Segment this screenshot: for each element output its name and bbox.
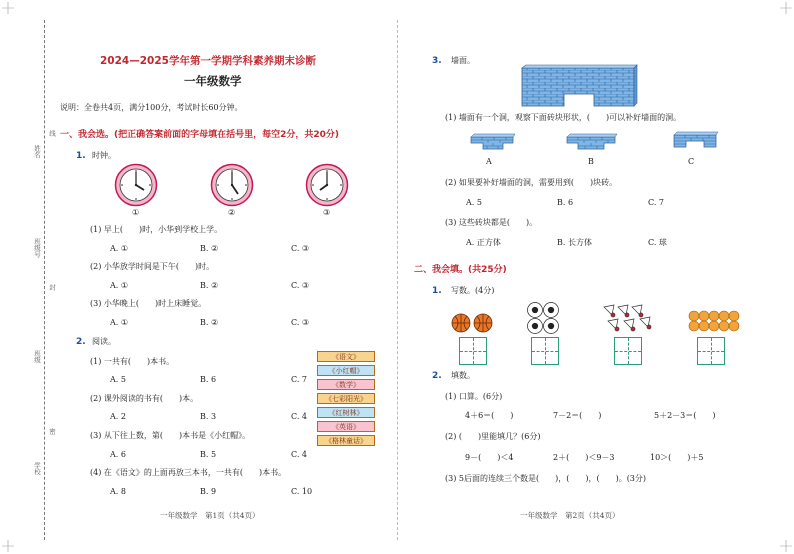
q1-3-opt-b: B. ② — [200, 318, 219, 327]
q2-2-opt-a: A. 2 — [110, 412, 126, 421]
exam-subtitle: 一年级数学 — [184, 74, 242, 88]
q2-1-opt-a: A. 5 — [110, 375, 126, 384]
brick-wall-illustration — [518, 64, 638, 110]
clock-label: ① — [132, 208, 140, 217]
calc-item: 5＋2－3＝( ) — [654, 411, 716, 420]
calc-item: 4＋6＝( ) — [465, 411, 514, 420]
soccer-balls-icon — [526, 301, 560, 335]
q1-3-opt-a: A. ① — [110, 318, 129, 327]
clock-icon — [114, 163, 158, 207]
brick-option-c-icon — [673, 129, 719, 153]
answer-grid-box[interactable] — [459, 337, 487, 365]
book: 《格林童话》 — [317, 435, 375, 446]
q2-3-question: (3) 从下往上数，第( )本书是《小红帽》。 — [90, 431, 251, 440]
clock-icon — [305, 163, 349, 207]
s2-q2-title: 填数。 — [451, 371, 475, 380]
q2-1-opt-c: C. 7 — [291, 375, 308, 384]
book-stack — [317, 351, 375, 450]
q2-4-opt-a: A. 8 — [110, 487, 126, 496]
q3-2-opt-c: C. 7 — [648, 198, 665, 207]
side-mark-line: 线 — [48, 130, 56, 137]
q1-2-question: (2) 小华放学时间是下午( )时。 — [90, 262, 215, 271]
basketballs-icon — [450, 312, 496, 334]
footer-right: 一年级数学 第2页（共4页） — [520, 511, 620, 520]
book: 《数学》 — [317, 379, 375, 390]
q2-3-opt-b: B. 5 — [200, 450, 217, 459]
s2-q1-title: 写数。(4分) — [451, 286, 495, 295]
q2-2-question: (2) 课外阅读的书有( )本。 — [90, 394, 199, 403]
shuttlecocks-icon — [602, 303, 656, 333]
clock-label: ③ — [323, 208, 331, 217]
q1-number: 1. — [76, 151, 86, 161]
inequality-item: 9－( )＜4 — [465, 453, 514, 462]
answer-grid-box[interactable] — [531, 337, 559, 365]
q3-3-question: (3) 这些砖块都是( )。 — [445, 218, 538, 227]
q3-1-opt-c: C — [688, 157, 695, 166]
q1-title: 时钟。 — [92, 151, 116, 160]
q1-2-opt-a: A. ① — [110, 281, 129, 290]
q3-3-opt-c: C. 球 — [648, 238, 667, 247]
s2-q2-sub3: (3) 5后面的连续三个数是( )，( )，( )。(3分) — [445, 474, 647, 483]
q3-1-question: (1) 墙面有一个洞，观察下面砖块形状，( )可以补好墙面的洞。 — [445, 113, 682, 122]
exam-title: 2024—2025学年第一学期学科素养期末诊断 — [100, 55, 316, 67]
q2-1-question: (1) 一共有( )本书。 — [90, 357, 175, 366]
clock-icon — [210, 163, 254, 207]
q2-4-question: (4) 在《语文》的上面再放三本书，一共有( )本书。 — [90, 468, 287, 477]
q1-1-opt-a: A. ① — [110, 244, 129, 253]
q1-2-opt-c: C. ③ — [291, 281, 310, 290]
side-label-class: 班级 — [33, 350, 41, 363]
q2-4-opt-b: B. 9 — [200, 487, 217, 496]
q1-1-opt-c: C. ③ — [291, 244, 310, 253]
section2-heading: 二、我会填。(共25分) — [414, 265, 507, 275]
binding-line — [44, 20, 45, 540]
q3-2-question: (2) 如果要补好墙面的洞，需要用到( )块砖。 — [445, 178, 618, 187]
side-label-school: 学校 — [33, 462, 41, 475]
book: 《小红帽》 — [317, 365, 375, 376]
q3-3-opt-a: A. 正方体 — [466, 238, 501, 247]
q3-2-opt-b: B. 6 — [557, 198, 574, 207]
q2-3-opt-a: A. 6 — [110, 450, 126, 459]
q2-title: 阅读。 — [92, 337, 116, 346]
section1-heading: 一、我会选。(把正确答案前面的字母填在括号里，每空2分，共20分) — [60, 130, 340, 140]
q1-1-opt-b: B. ② — [200, 244, 219, 253]
exam-note: 说明：全卷共4页，满分100分，考试时长60分钟。 — [60, 103, 243, 112]
q3-1-opt-b: B — [588, 157, 594, 166]
q3-number: 3. — [432, 56, 442, 66]
book: 《七彩阳光》 — [317, 393, 375, 404]
book: 《语文》 — [317, 351, 375, 362]
q2-2-opt-c: C. 4 — [291, 412, 308, 421]
inequality-item: 10＞( )＋5 — [650, 453, 704, 462]
q1-3-question: (3) 小华晚上( )时上床睡觉。 — [90, 299, 207, 308]
q3-title: 墙面。 — [451, 56, 475, 65]
side-label-seat: 班级号 — [33, 238, 41, 258]
q1-2-opt-b: B. ② — [200, 281, 219, 290]
q3-2-opt-a: A. 5 — [466, 198, 482, 207]
oranges-icon — [688, 310, 740, 332]
s2-q2-sub2: (2) ( )里能填几？(6分) — [445, 432, 541, 441]
q1-1-question: (1) 早上( )时，小华到学校上学。 — [90, 225, 223, 234]
side-label-name: 姓名 — [33, 145, 41, 158]
q3-3-opt-b: B. 长方体 — [557, 238, 592, 247]
answer-grid-box[interactable] — [697, 337, 725, 365]
q3-1-opt-a: A — [486, 157, 492, 166]
page-divider — [397, 20, 398, 540]
clock-label: ② — [228, 208, 236, 217]
footer-left: 一年级数学 第1页（共4页） — [160, 511, 260, 520]
s2-q2-number: 2. — [432, 371, 442, 381]
q1-3-opt-c: C. ③ — [291, 318, 310, 327]
brick-option-b-icon — [566, 131, 618, 153]
s2-q1-number: 1. — [432, 286, 442, 296]
q2-2-opt-b: B. 3 — [200, 412, 217, 421]
q2-1-opt-b: B. 6 — [200, 375, 217, 384]
inequality-item: 2＋( )＜9－3 — [553, 453, 615, 462]
side-mark-seal: 封 — [48, 284, 56, 291]
answer-grid-box[interactable] — [614, 337, 642, 365]
q2-number: 2. — [76, 337, 86, 347]
calc-item: 7－2＝( ) — [553, 411, 602, 420]
q2-4-opt-c: C. 10 — [291, 487, 313, 496]
side-mark-secret: 密 — [48, 428, 56, 435]
q2-3-opt-c: C. 4 — [291, 450, 308, 459]
brick-option-a-icon — [470, 131, 515, 153]
book: 《红树林》 — [317, 407, 375, 418]
s2-q2-sub1: (1) 口算。(6分) — [445, 392, 503, 401]
book: 《英语》 — [317, 421, 375, 432]
